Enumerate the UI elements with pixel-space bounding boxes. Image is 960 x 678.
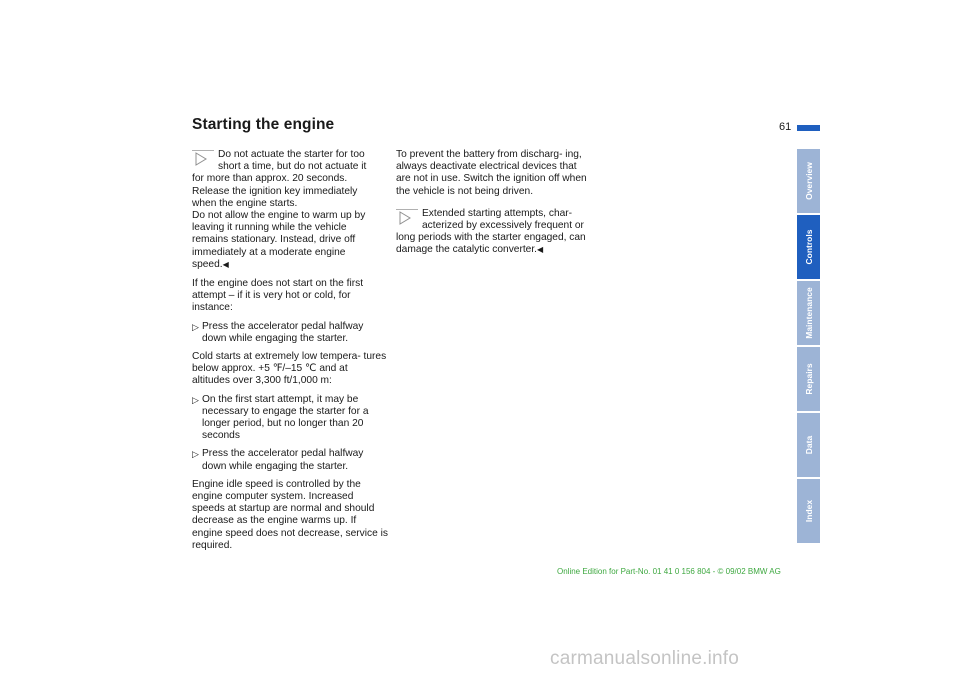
note-text: Do not actuate the starter for too short a time, but do not actuate it for more than approx. 20 seconds. Release the ignition key immediately when the engine starts. Do not allow the engine to warm up by leaving it running while the vehicle remains stationary. Instead, drive off immediately at a moderate engine speed.◀	[192, 149, 367, 270]
footer-text: Online Edition for Part-No. 01 41 0 156 804 - © 09/02 BMW AG	[557, 567, 781, 576]
page-marker	[797, 125, 820, 131]
tab-index[interactable]: Index	[797, 479, 820, 543]
end-mark: ◀	[537, 245, 544, 255]
tab-overview[interactable]: Overview	[797, 149, 820, 213]
list-item: ▷ Press the accelerator pedal halfway down while engaging the starter.	[192, 448, 364, 472]
paragraph: To prevent the battery from discharg- ing, always deactivate electrical devices that are not in use. Switch the ignition off when the vehicle is not being driven.	[396, 149, 587, 197]
page-number: 61	[779, 121, 792, 133]
paragraph: If the engine does not start on the first attempt – if it is very hot or cold, for instance:	[192, 278, 364, 314]
right-column	[396, 149, 592, 264]
section-tabs	[797, 149, 820, 545]
list-item: ▷ Press the accelerator pedal halfway down while engaging the starter.	[192, 320, 364, 344]
note-text: Extended starting attempts, char- acterized by excessively frequent or long periods with the starter engaged, can damage the catalytic converter.◀	[396, 207, 586, 256]
note-block	[396, 208, 592, 257]
paragraph: Cold starts at extremely low tempera- tures below approx. +5 ℉/–15 ℃ and at altitudes over 3,300 ft/1,000 m:	[192, 351, 387, 387]
tab-repairs[interactable]: Repairs	[797, 347, 820, 411]
watermark: carmanualsonline.info	[550, 648, 740, 669]
triangle-note-icon	[396, 209, 418, 230]
bullet-icon: ▷	[192, 449, 199, 460]
tab-data[interactable]: Data	[797, 413, 820, 477]
list-item: ▷ On the first start attempt, it may be necessary to engage the starter for a longer period, but no longer than 20 seconds	[192, 393, 369, 442]
note-block	[192, 149, 388, 271]
triangle-note-icon	[192, 150, 214, 171]
left-column	[192, 149, 388, 558]
bullet-icon: ▷	[192, 394, 199, 405]
page-title: Starting the engine	[192, 116, 335, 133]
paragraph: Engine idle speed is controlled by the engine computer system. Increased speeds at startup are normal and should decrease as the engine warms up. If engine speed does not decrease, service is required.	[192, 478, 388, 551]
tab-maintenance[interactable]: Maintenance	[797, 281, 820, 345]
tab-controls[interactable]: Controls	[797, 215, 820, 279]
end-mark: ◀	[222, 259, 229, 269]
bullet-icon: ▷	[192, 321, 199, 332]
